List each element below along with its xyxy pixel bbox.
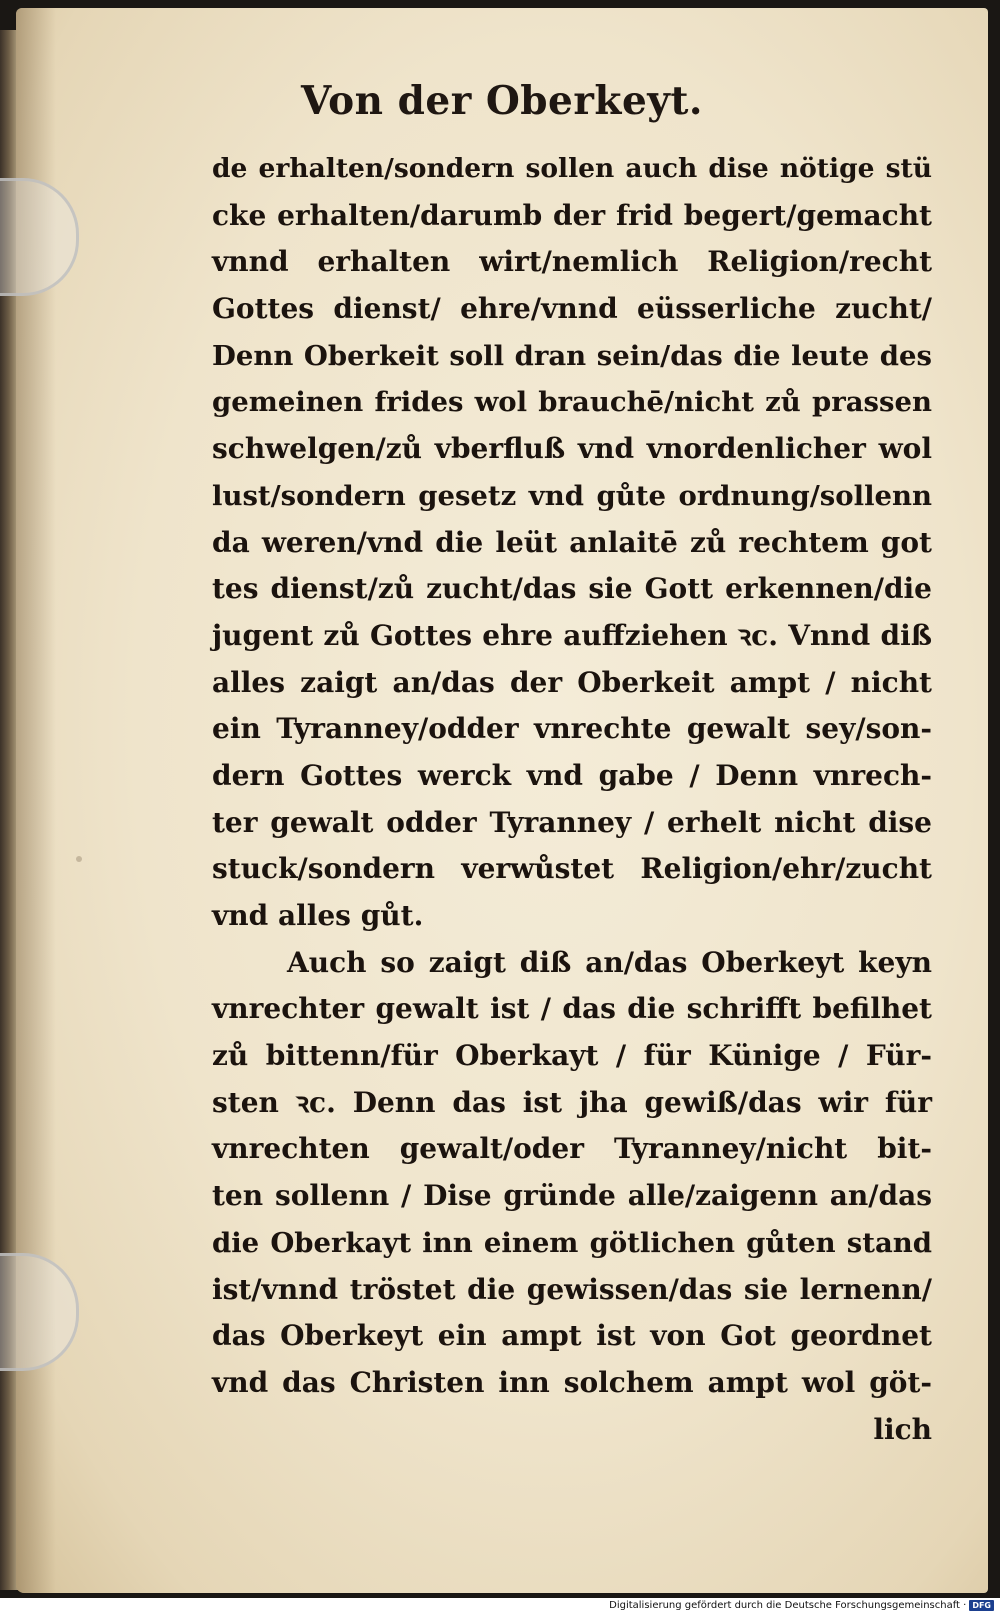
text-line: ein Tyranney/odder vnrechte gewalt sey/son- (212, 712, 932, 746)
text-line: sten ꝛc. Denn das ist jha gewiß/das wir für (212, 1085, 932, 1119)
text-line: vnd das Christen inn solchem ampt wol göt- (212, 1365, 932, 1399)
text-line: das Oberkeyt ein ampt ist von Got geordnet (212, 1319, 932, 1353)
text-block (212, 146, 932, 1453)
text-line: schwelgen/zů vberfluß vnd vnordenlicher wol (212, 432, 932, 466)
dfg-logo: DFG (969, 1600, 994, 1611)
text-line: vnd alles gůt. (212, 899, 424, 932)
text-line: tes dienst/zů zucht/das sie Gott erkennen/die (212, 572, 932, 606)
paragraph-start-line: Auch so zaigt diß an/das Oberkeyt keyn (287, 945, 932, 979)
text-line: de erhalten/sondern sollen auch dise nötige stü (212, 153, 932, 184)
text-line: cke erhalten/darumb der frid begert/gemacht (212, 198, 932, 232)
catchword: lich (873, 1412, 932, 1446)
text-line: zů bittenn/für Oberkayt / für Künige / Für- (212, 1039, 932, 1073)
text-line: Gottes dienst/ ehre/vnnd eüsserliche zucht/ (212, 292, 932, 326)
text-line: gemeinen frides wol brauchē/nicht zů prassen (212, 386, 932, 419)
text-line: vnrechten gewalt/oder Tyranney/nicht bit- (212, 1132, 932, 1166)
ink-speck (76, 856, 82, 862)
text-line: da weren/vnd die leüt anlaitē zů rechtem got (212, 525, 932, 559)
text-line: jugent zů Gottes ehre auffziehen ꝛc. Vnnd diß (212, 618, 932, 652)
text-line: stuck/sondern verwůstet Religion/ehr/zucht (212, 852, 932, 886)
text-line: ten sollenn / Dise gründe alle/zaigenn an/das (212, 1179, 932, 1213)
text-line: Denn Oberkeit soll dran sein/das die leute des (212, 339, 932, 372)
text-line: dern Gottes werck vnd gabe / Denn vnrech- (212, 758, 932, 792)
page-clip-bottom (0, 1253, 79, 1371)
text-line: ist/vnnd tröstet die gewissen/das sie lernenn/ (212, 1272, 932, 1306)
credit-text: Digitalisierung gefördert durch die Deutsche Forschungsgemeinschaft · (609, 1600, 967, 1611)
text-line: alles zaigt an/das der Oberkeit ampt / nicht (212, 665, 932, 699)
text-line: vnnd erhalten wirt/nemlich Religion/recht (212, 245, 932, 279)
text-line: vnrechter gewalt ist / das die schrifft befilhet (212, 992, 932, 1026)
page-clip-top (0, 178, 79, 296)
book-page (16, 8, 988, 1593)
digitization-credit (609, 1600, 994, 1611)
text-line: die Oberkayt inn einem götlichen gůten stand (212, 1226, 932, 1259)
text-line: ter gewalt odder Tyranney / erhelt nicht dise (212, 805, 932, 839)
text-line: lust/sondern gesetz vnd gůte ordnung/sollenn (212, 479, 932, 512)
running-head: Von der Oberkeyt. (300, 78, 704, 124)
